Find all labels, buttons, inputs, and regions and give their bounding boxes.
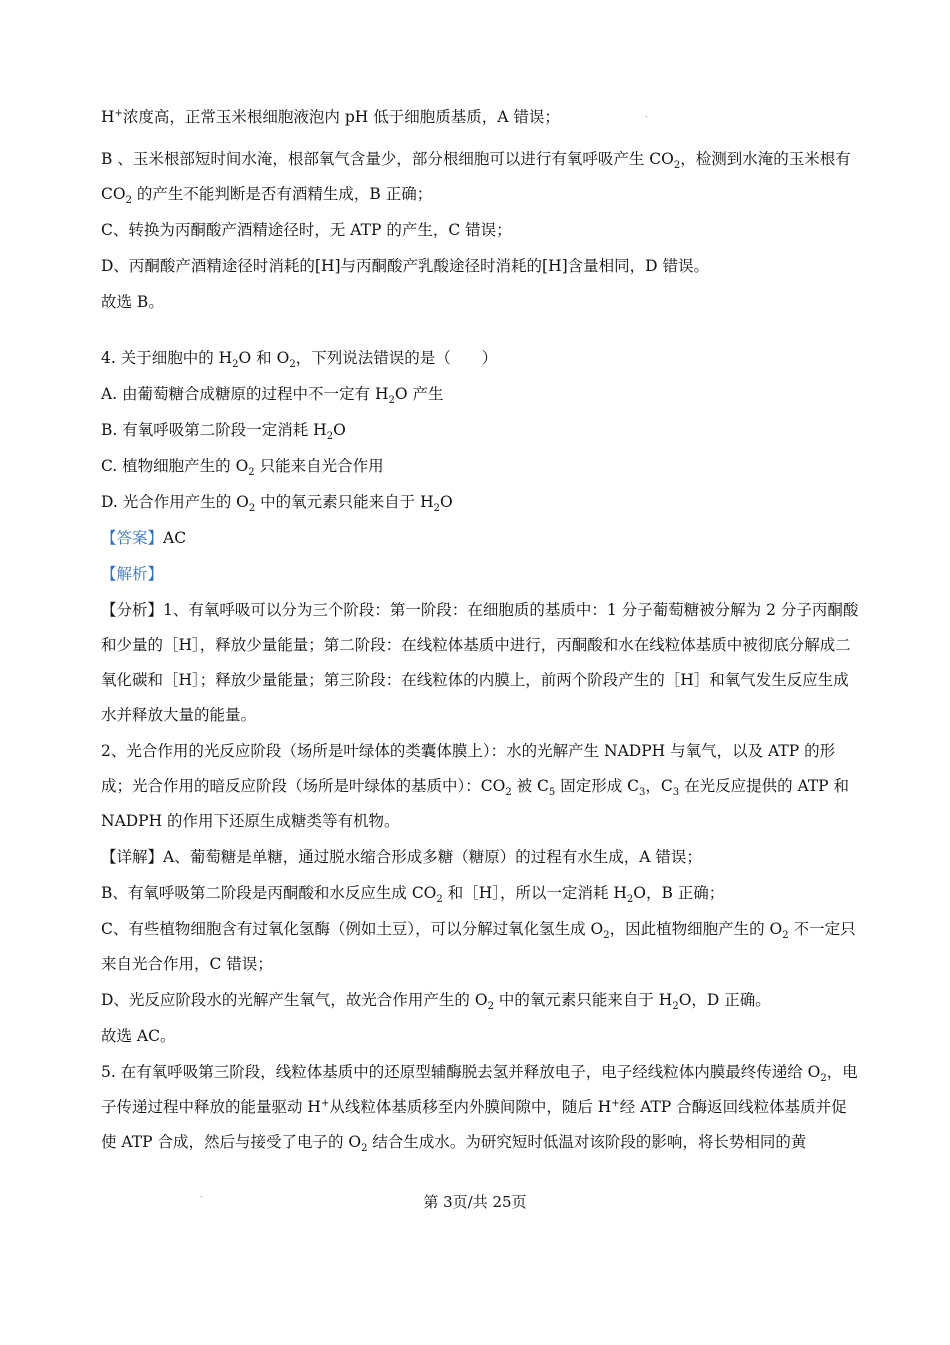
q4-option-c: C. 植物细胞产生的 $O_2$ 只能来自光合作用 xyxy=(101,457,384,479)
q4-option-a: A. 由葡萄糖合成糖原的过程中不一定有 $H_2O$ 产生 xyxy=(101,385,444,407)
page-content xyxy=(101,106,861,1161)
q5-stem: 5. 在有氧呼吸第三阶段，线粒体基质中的还原型辅酶脱去氢并释放电子，电子经线粒体内膜最终传递给 $O_2$，电子传递过程中释放的能量驱动 H+从线粒体基质移至内外膜间隙中，随后 H+经 ATP 合酶返回线粒体基质并促使 ATP 合成，然后与接受了电子的 $O_2$ 结合生成水。为研究短时低温对该阶段的影响，将长势相同的黄 xyxy=(101,1063,858,1155)
q3-analysis-line: H+浓度高，正常玉米根细胞液泡内 pH 低于细胞质基质，A 错误； xyxy=(101,107,560,126)
q4-detail-a: 【详解】A、葡萄糖是单糖，通过脱水缩合形成多糖（糖原）的过程有水生成，A 错误； xyxy=(101,848,702,866)
q4-option-b: B. 有氧呼吸第二阶段一定消耗 $H_2O$ xyxy=(101,421,346,443)
q4-fenxi-paragraph: 【分析】1、有氧呼吸可以分为三个阶段：第一阶段：在细胞质的基质中：1 分子葡萄糖被分解为 2 分子丙酮酸和少量的［H］，释放少量能量；第二阶段：在线粒体基质中进行，丙酮酸和水在线粒体基质中被彻底分解成二氧化碳和［H］；释放少量能量；第三阶段：在线粒体的内膜上，前两个阶段产生的［H］和氧气发生反应生成水并释放大量的能量。 xyxy=(101,601,859,724)
q4-stem: 4. 关于细胞中的 $H_2O$ 和 $O_2$，下列说法错误的是（ ） xyxy=(101,349,498,371)
q4-point-2: 2、光合作用的光反应阶段（场所是叶绿体的类囊体膜上）：水的光解产生 NADPH 与氧气，以及 ATP 的形成；光合作用的暗反应阶段（场所是叶绿体的基质中）：$CO_2$ 被 $C_5$ 固定形成 $C_3$，$C_3$ 在光反应提供的 ATP 和 NADPH 的作用下还原生成糖类等有机物。 xyxy=(101,742,850,830)
answer-value: AC xyxy=(163,529,187,547)
scan-speck: . xyxy=(645,110,648,119)
q4-detail-d: D、光反应阶段水的光解产生氧气，故光合作用产生的 $O_2$ 中的氧元素只能来自于 $H_2O$，D 正确。 xyxy=(101,991,771,1013)
answer-label: 【答案】 xyxy=(101,529,164,547)
scan-speck: . xyxy=(200,1190,203,1199)
q4-answer xyxy=(101,521,861,556)
q3-conclusion: 故选 B。 xyxy=(101,293,164,311)
q4-conclusion: 故选 AC。 xyxy=(101,1027,176,1045)
q3-option-c-explanation: C、转换为丙酮酸产酒精途径时，无 ATP 的产生，C 错误； xyxy=(101,221,512,239)
q4-option-d: D. 光合作用产生的 $O_2$ 中的氧元素只能来自于 $H_2O$ xyxy=(101,493,453,515)
q3-option-b-explanation: B 、玉米根部短时间水淹，根部氧气含量少，部分根细胞可以进行有氧呼吸产生 $CO_2$，检测到水淹的玉米根有 $CO_2$ 的产生不能判断是否有酒精生成，B 正确； xyxy=(101,150,851,207)
page-footer: 第 3页/共 25页 xyxy=(423,1193,527,1211)
q4-detail-c: C、有些植物细胞含有过氧化氢酶（例如土豆），可以分解过氧化氢生成 $O_2$，因此植物细胞产生的 $O_2$ 不一定只来自光合作用，C 错误； xyxy=(101,920,856,973)
q4-analysis-label: 【解析】 xyxy=(101,565,164,583)
q4-detail-b: B、有氧呼吸第二阶段是丙酮酸和水反应生成 $CO_2$ 和［H］，所以一定消耗 $H_2O$，B 正确； xyxy=(101,884,725,906)
question-spacer xyxy=(101,321,861,341)
q3-option-d-explanation: D、丙酮酸产酒精途径时消耗的[H]与丙酮酸产乳酸途径时消耗的[H]含量相同，D 错误。 xyxy=(101,257,710,275)
